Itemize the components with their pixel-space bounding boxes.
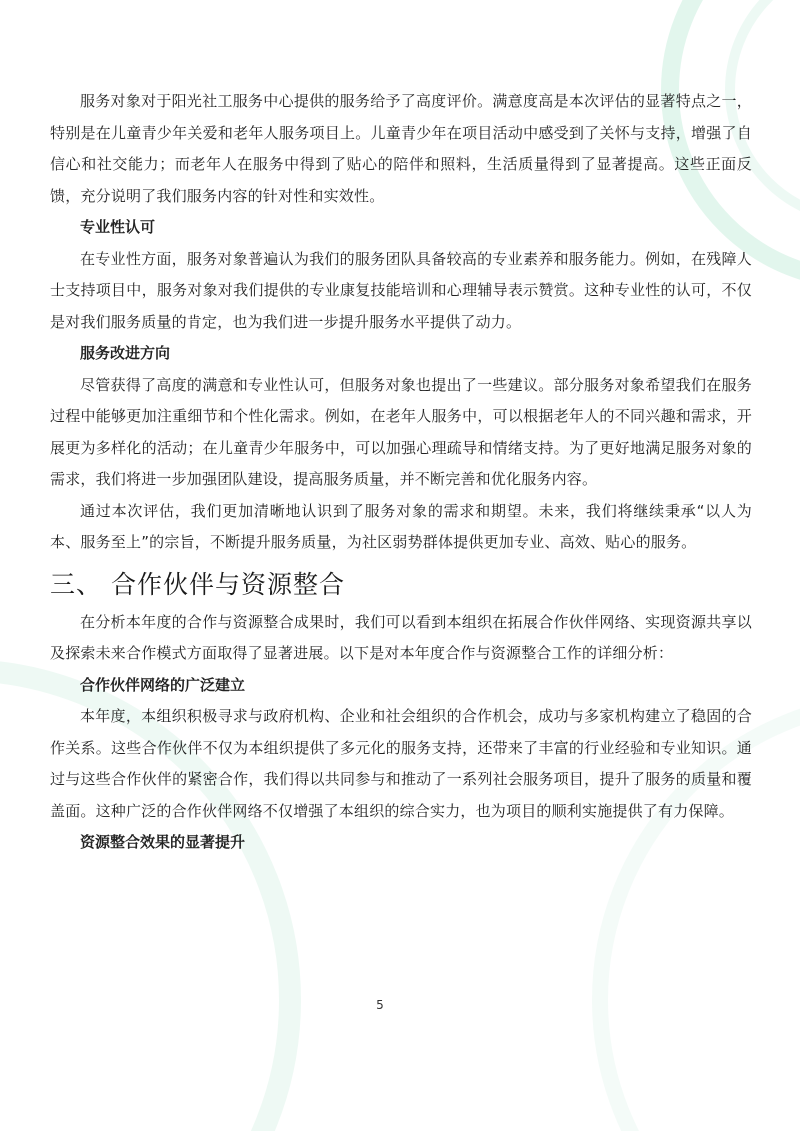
page-number: 5 bbox=[376, 998, 384, 1012]
paragraph-partner-network: 本年度，本组织积极寻求与政府机构、企业和社会组织的合作机会，成功与多家机构建立了稳固的合作关系。这些合作伙伴不仅为本组织提供了多元化的服务支持，还带来了丰富的行业经验和专业知识。通过与这些合作伙伴的紧密合作，我们得以共同参与和推动了一系列社会服务项目，提升了服务的质量和覆盖面。这种广泛的合作伙伴网络不仅增强了本组织的综合实力，也为项目的顺利实施提供了有力保障。 bbox=[50, 707, 752, 820]
document-body bbox=[50, 86, 752, 859]
paragraph-future: 通过本次评估，我们更加清晰地认识到了服务对象的需求和期望。未来，我们将继续秉承“以人为本、服务至上”的宗旨，不断提升服务质量，为社区弱势群体提供更加专业、高效、贴心的服务。 bbox=[50, 501, 752, 551]
subheading-resource-integration: 资源整合效果的显著提升 bbox=[80, 833, 246, 851]
subheading-professional-recognition: 专业性认可 bbox=[80, 218, 156, 236]
paragraph-evaluation: 服务对象对于阳光社工服务中心提供的服务给予了高度评价。满意度高是本次评估的显著特点之一，特别是在儿童青少年关爱和老年人服务项目上。儿童青少年在项目活动中感受到了关怀与支持，增强了自信心和社交能力；而老年人在服务中得到了贴心的陪伴和照料，生活质量得到了显著提高。这些正面反馈，充分说明了我们服务内容的针对性和实效性。 bbox=[50, 92, 752, 205]
paragraph-improvement: 尽管获得了高度的满意和专业性认可，但服务对象也提出了一些建议。部分服务对象希望我们在服务过程中能够更加注重细节和个性化需求。例如，在老年人服务中，可以根据老年人的不同兴趣和需求，开展更为多样化的活动；在儿童青少年服务中，可以加强心理疏导和情绪支持。为了更好地满足服务对象的需求，我们将进一步加强团队建设，提高服务质量，并不断完善和优化服务内容。 bbox=[50, 375, 752, 488]
subheading-improvement: 服务改进方向 bbox=[80, 344, 171, 362]
section-title-partners: 三、 合作伙伴与资源整合 bbox=[50, 569, 345, 599]
subheading-partner-network: 合作伙伴网络的广泛建立 bbox=[80, 675, 246, 694]
paragraph-professional: 在专业性方面，服务对象普遍认为我们的服务团队具备较高的专业素养和服务能力。例如，在残障人士支持项目中，服务对象对我们提供的专业康复技能培训和心理辅导表示赞赏。这种专业性的认可，不仅是对我们服务质量的肯定，也为我们进一步提升服务水平提供了动力。 bbox=[50, 249, 752, 331]
paragraph-partner-intro: 在分析本年度的合作与资源整合成果时，我们可以看到本组织在拓展合作伙伴网络、实现资源共享以及探索未来合作模式方面取得了显著进展。以下是对本年度合作与资源整合工作的详细分析： bbox=[50, 612, 752, 662]
